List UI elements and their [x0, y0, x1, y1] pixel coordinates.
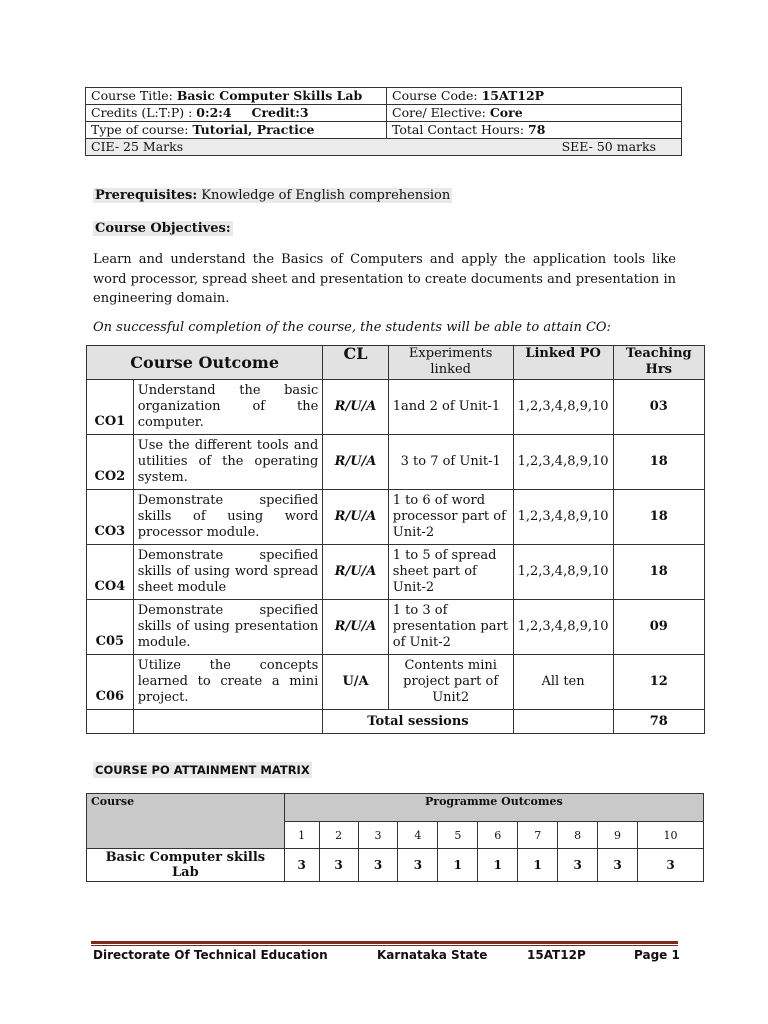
co-description: Use the different tools and utilities of the operating system.	[133, 435, 323, 490]
type-value: Tutorial, Practice	[192, 122, 315, 137]
po-number: 4	[398, 822, 438, 849]
credits-cell	[86, 105, 387, 122]
po-value: 3	[319, 849, 358, 882]
header-linked-po: Linked PO	[513, 346, 613, 380]
co-id: C05	[87, 600, 134, 655]
empty-cell	[133, 710, 323, 734]
info-row-type	[86, 122, 682, 139]
co-description: Understand the basic organization of the computer.	[133, 380, 323, 435]
po-number: 10	[638, 822, 704, 849]
credit-value: Credit:3	[251, 105, 309, 120]
co-cl: R/U/A	[323, 490, 388, 545]
empty-cell	[513, 710, 613, 734]
objectives-text: Learn and understand the Basics of Computers and apply the application tools like word processor, spread sheet and presentation to create documents and presentation in engineering domain.	[93, 252, 676, 306]
footer-rule-thin	[91, 945, 678, 946]
co-description: Demonstrate specified skills of using word processor module.	[133, 490, 323, 545]
header-teaching-hrs: Teaching Hrs	[613, 346, 704, 380]
co-description: Demonstrate specified skills of using presentation module.	[133, 600, 323, 655]
footer-directorate: Directorate Of Technical Education	[93, 948, 328, 962]
po-number: 9	[598, 822, 638, 849]
co-linked-po: 1,2,3,4,8,9,10	[513, 435, 613, 490]
info-row-marks	[86, 139, 682, 156]
po-number: 7	[518, 822, 558, 849]
hours-label: Total Contact Hours:	[392, 122, 529, 137]
cie-marks: CIE- 25 Marks	[91, 139, 184, 154]
header-experiments: Experiments linked	[388, 346, 513, 380]
matrix-course-name: Basic Computer skills Lab	[87, 849, 285, 882]
co-row	[87, 435, 705, 490]
co-id: CO2	[87, 435, 134, 490]
co-cl: R/U/A	[323, 435, 388, 490]
co-hours: 18	[613, 435, 704, 490]
course-title-value: Basic Computer Skills Lab	[176, 88, 363, 103]
empty-cell	[87, 710, 134, 734]
co-cl: U/A	[323, 655, 388, 710]
marks-cell	[86, 139, 682, 156]
co-row	[87, 655, 705, 710]
prerequisites	[93, 188, 452, 203]
prerequisites-label: Prerequisites:	[95, 188, 198, 203]
course-title-label: Course Title:	[91, 88, 177, 103]
info-row-credits	[86, 105, 682, 122]
po-attainment-matrix	[86, 793, 704, 882]
co-linked-po: All ten	[513, 655, 613, 710]
matrix-po-header: Programme Outcomes	[284, 794, 703, 822]
total-sessions-value: 78	[613, 710, 704, 734]
po-value: 3	[398, 849, 438, 882]
course-code-value: 15AT12P	[481, 88, 545, 103]
po-number: 1	[284, 822, 319, 849]
co-description: Utilize the concepts learned to create a mini project.	[133, 655, 323, 710]
course-outcome-table	[86, 345, 705, 734]
hours-value: 78	[528, 122, 546, 137]
co-hours: 03	[613, 380, 704, 435]
co-row	[87, 380, 705, 435]
co-cl: R/U/A	[323, 380, 388, 435]
matrix-title: COURSE PO ATTAINMENT MATRIX	[95, 763, 310, 777]
objectives-heading: Course Objectives:	[95, 221, 231, 236]
co-experiments: 1 to 6 of word processor part of Unit-2	[388, 490, 513, 545]
co-hours: 18	[613, 545, 704, 600]
footer-page-number: Page 1	[634, 948, 680, 962]
co-cl: R/U/A	[323, 545, 388, 600]
po-number: 2	[319, 822, 358, 849]
course-code-cell	[387, 88, 682, 105]
co-description: Demonstrate specified skills of using word spread sheet module	[133, 545, 323, 600]
matrix-header-row	[87, 794, 704, 822]
co-intro: On successful completion of the course, the students will be able to attain CO:	[93, 320, 611, 335]
po-value: 3	[638, 849, 704, 882]
co-linked-po: 1,2,3,4,8,9,10	[513, 545, 613, 600]
co-linked-po: 1,2,3,4,8,9,10	[513, 490, 613, 545]
footer-state: Karnataka State	[377, 948, 488, 962]
footer-rule-thick	[91, 941, 678, 944]
footer-course-code: 15AT12P	[527, 948, 586, 962]
co-linked-po: 1,2,3,4,8,9,10	[513, 380, 613, 435]
course-info-table	[85, 87, 682, 156]
course-code-label: Course Code:	[392, 88, 482, 103]
matrix-course-row	[87, 849, 704, 882]
co-experiments: 1 to 5 of spread sheet part of Unit-2	[388, 545, 513, 600]
type-cell	[86, 122, 387, 139]
co-row	[87, 545, 705, 600]
header-cl: CL	[323, 346, 388, 380]
header-course-outcome: Course Outcome	[87, 346, 323, 380]
co-header-row	[87, 346, 705, 380]
type-label: Type of course:	[91, 122, 193, 137]
co-hours: 09	[613, 600, 704, 655]
course-title-cell	[86, 88, 387, 105]
po-value: 3	[558, 849, 598, 882]
po-value: 3	[284, 849, 319, 882]
co-total-row	[87, 710, 705, 734]
po-value: 1	[518, 849, 558, 882]
co-id: CO3	[87, 490, 134, 545]
po-number: 6	[478, 822, 518, 849]
info-row-title	[86, 88, 682, 105]
po-number: 5	[438, 822, 478, 849]
core-value: Core	[489, 105, 523, 120]
credits-value: 0:2:4	[196, 105, 232, 120]
co-experiments: 1 to 3 of presentation part of Unit-2	[388, 600, 513, 655]
prerequisites-text: Knowledge of English comprehension	[197, 188, 451, 203]
core-label: Core/ Elective:	[392, 105, 490, 120]
co-id: C06	[87, 655, 134, 710]
core-cell	[387, 105, 682, 122]
hours-cell	[387, 122, 682, 139]
credits-label: Credits (L:T:P) :	[91, 105, 197, 120]
co-id: CO4	[87, 545, 134, 600]
co-linked-po: 1,2,3,4,8,9,10	[513, 600, 613, 655]
co-hours: 12	[613, 655, 704, 710]
co-cl: R/U/A	[323, 600, 388, 655]
co-hours: 18	[613, 490, 704, 545]
po-value: 1	[478, 849, 518, 882]
total-sessions-label: Total sessions	[323, 710, 513, 734]
po-value: 3	[358, 849, 398, 882]
po-value: 1	[438, 849, 478, 882]
po-value: 3	[598, 849, 638, 882]
co-id: CO1	[87, 380, 134, 435]
co-row	[87, 600, 705, 655]
matrix-course-header: Course	[87, 794, 285, 849]
co-experiments: Contents mini project part of Unit2	[388, 655, 513, 710]
co-experiments: 3 to 7 of Unit-1	[388, 435, 513, 490]
co-row	[87, 490, 705, 545]
po-number: 3	[358, 822, 398, 849]
po-number: 8	[558, 822, 598, 849]
see-marks: SEE- 50 marks	[561, 139, 656, 154]
co-experiments: 1and 2 of Unit-1	[388, 380, 513, 435]
